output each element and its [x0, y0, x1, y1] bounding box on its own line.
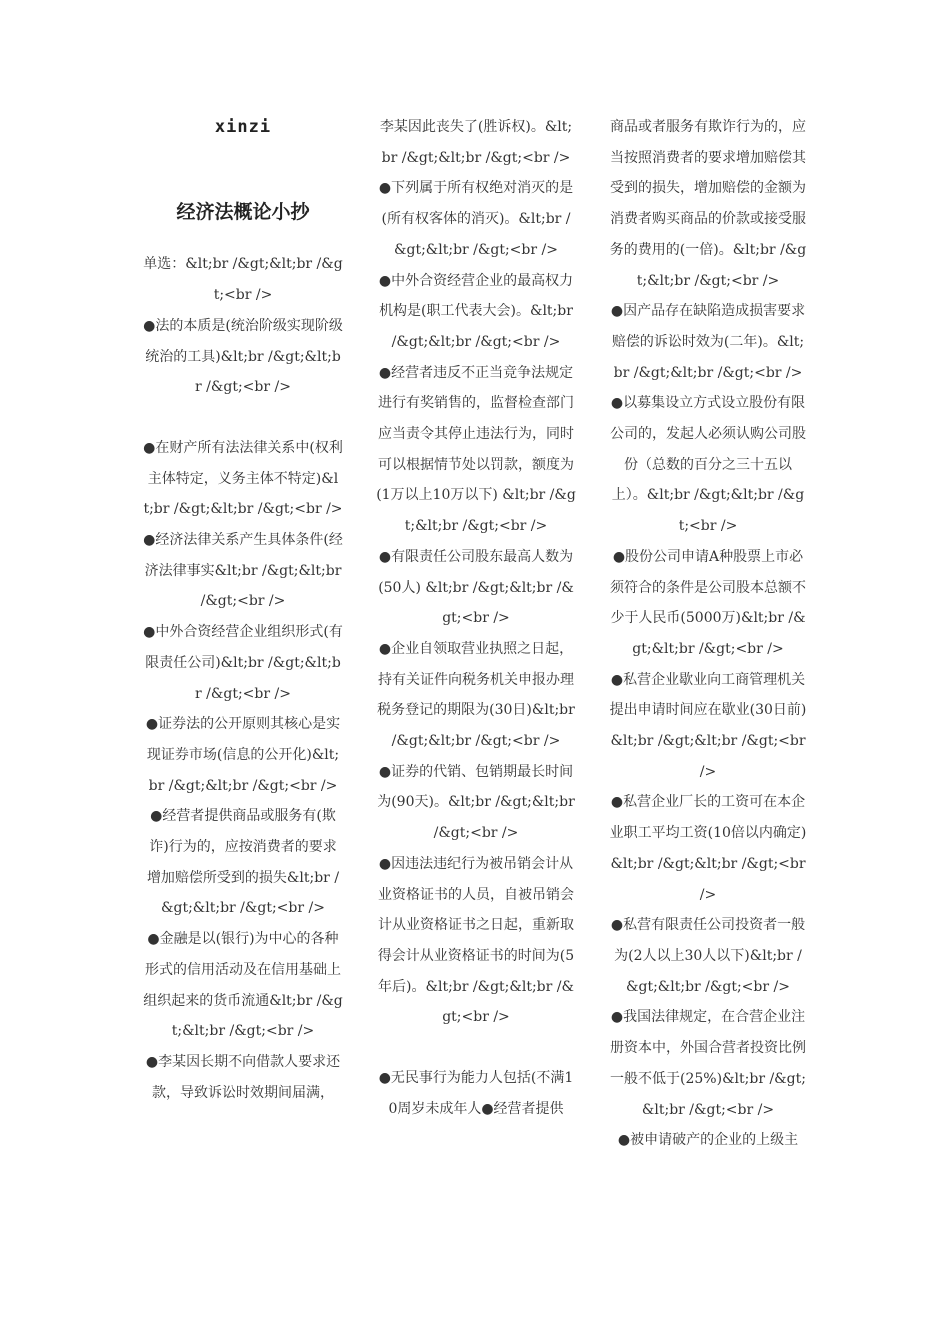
- paragraph: ●无民事行为能力人包括(不满10周岁未成年人●经营者提供: [378, 1070, 574, 1117]
- text-column-3: [608, 112, 808, 1156]
- paragraph: 李某因此丧失了(胜诉权)。&lt;br /&gt;&lt;br /&gt;<br />: [379, 119, 573, 166]
- paragraph: ●在财产所有法法律关系中(权利主体特定，义务主体不特定)&lt;br /&gt;&lt;br /&gt;<br />: [143, 439, 343, 518]
- paragraph: 单选：&lt;br /&gt;&lt;br /&gt;<br />: [143, 256, 343, 304]
- paragraph: ●经营者违反不正当竞争法规定进行有奖销售的，监督检查部门应当责令其停止违法行为，同时可以根据情节处以罚款，额度为(1万以上10万以下) &lt;br /&gt;&lt;br /&gt;<br />: [376, 364, 576, 535]
- paragraph-gap: [376, 1033, 576, 1063]
- paragraph: ●证券法的公开原则其核心是实现证券市场(信息的公开化)&lt;br /&gt;&lt;br /&gt;<br />: [145, 716, 341, 794]
- paragraph: ●我国法律规定，在合营企业注册资本中，外国合营者投资比例一般不低于(25%)&lt;br /&gt;&lt;br /&gt;<br />: [610, 1009, 806, 1118]
- paragraph: ●以募集设立方式设立股份有限公司的，发起人必须认购公司股份（总数的百分之三十五以上）。&lt;br /&gt;&lt;br /&gt;<br />: [610, 395, 806, 535]
- document-subtitle: 经济法概论小抄: [176, 200, 310, 223]
- paragraph: ●因违法违纪行为被吊销会计从业资格证书的人员，自被吊销会计从业资格证书之日起，重新取得会计从业资格证书的时间为(5年后)。&lt;br /&gt;&lt;br /&gt;<br />: [377, 855, 575, 1026]
- paragraph: ●李某因长期不向借款人要求还款，导致诉讼时效期间届满，: [145, 1053, 341, 1101]
- paragraph: ●中外合资经营企业组织形式(有限责任公司)&lt;br /&gt;&lt;br /&gt;<br />: [143, 624, 343, 702]
- paragraph: ●法的本质是(统治阶级实现阶级统治的工具)&lt;br /&gt;&lt;br /&gt;<br />: [143, 317, 343, 396]
- paragraph: ●金融是以(银行)为中心的各种形式的信用活动及在信用基础上组织起来的货币流通&lt;br /&gt;&lt;br /&gt;<br />: [143, 931, 343, 1040]
- paragraph: ●企业自领取营业执照之日起，持有关证件向税务机关申报办理税务登记的期限为(30日)&lt;br /&gt;&lt;br /&gt;<br />: [377, 640, 575, 750]
- paragraph: ●经营者提供商品或服务有(欺诈)行为的，应按消费者的要求增加赔偿所受到的损失&lt;br /&gt;&lt;br /&gt;<br />: [146, 808, 340, 917]
- text-column-1: [143, 112, 343, 1108]
- paragraph: ●有限责任公司股东最高人数为(50人) &lt;br /&gt;&lt;br /&gt;<br />: [378, 548, 574, 627]
- paragraph: ●私营企业歇业向工商管理机关提出申请时间应在歇业(30日前)&lt;br /&gt;&lt;br /&gt;<br />: [609, 671, 807, 780]
- paragraph: 商品或者服务有欺诈行为的，应当按照消费者的要求增加赔偿其受到的损失，增加赔偿的金额为消费者购买商品的价款或接受服务的费用的(一倍)。&lt;br /&gt;&lt;br /&gt;<br />: [609, 119, 807, 289]
- text-column-2: [376, 112, 576, 1125]
- paragraph: ●下列属于所有权绝对消灭的是(所有权客体的消灭)。&lt;br /&gt;&lt;br /&gt;<br />: [378, 180, 574, 258]
- paragraph: ●股份公司申请A种股票上市必须符合的条件是公司股本总额不少于人民币(5000万)&lt;br /&gt;&lt;br /&gt;<br />: [610, 548, 806, 657]
- paragraph: ●私营有限责任公司投资者一般为(2人以上30人以下)&lt;br /&gt;&lt;br /&gt;<br />: [610, 917, 806, 995]
- paragraph: ●中外合资经营企业的最高权力机构是(职工代表大会)。&lt;br /&gt;&lt;br /&gt;<br />: [378, 272, 574, 350]
- paragraph: ●证券的代销、包销期最长时间为(90天)。&lt;br /&gt;&lt;br /&gt;<br />: [377, 763, 575, 842]
- paragraph-gap: [143, 403, 343, 433]
- paragraph: ●被申请破产的企业的上级主: [617, 1132, 799, 1149]
- document-title: xinzi: [214, 117, 272, 137]
- paragraph: ●因产品存在缺陷造成损害要求赔偿的诉讼时效为(二年)。&lt;br /&gt;&lt;br /&gt;<br />: [610, 303, 806, 381]
- paragraph: ●私营企业厂长的工资可在本企业职工平均工资(10倍以内确定)&lt;br /&gt;&lt;br /&gt;<br />: [609, 794, 807, 903]
- paragraph: ●经济法律关系产生具体条件(经济法律事实&lt;br /&gt;&lt;br /&gt;<br />: [143, 532, 343, 610]
